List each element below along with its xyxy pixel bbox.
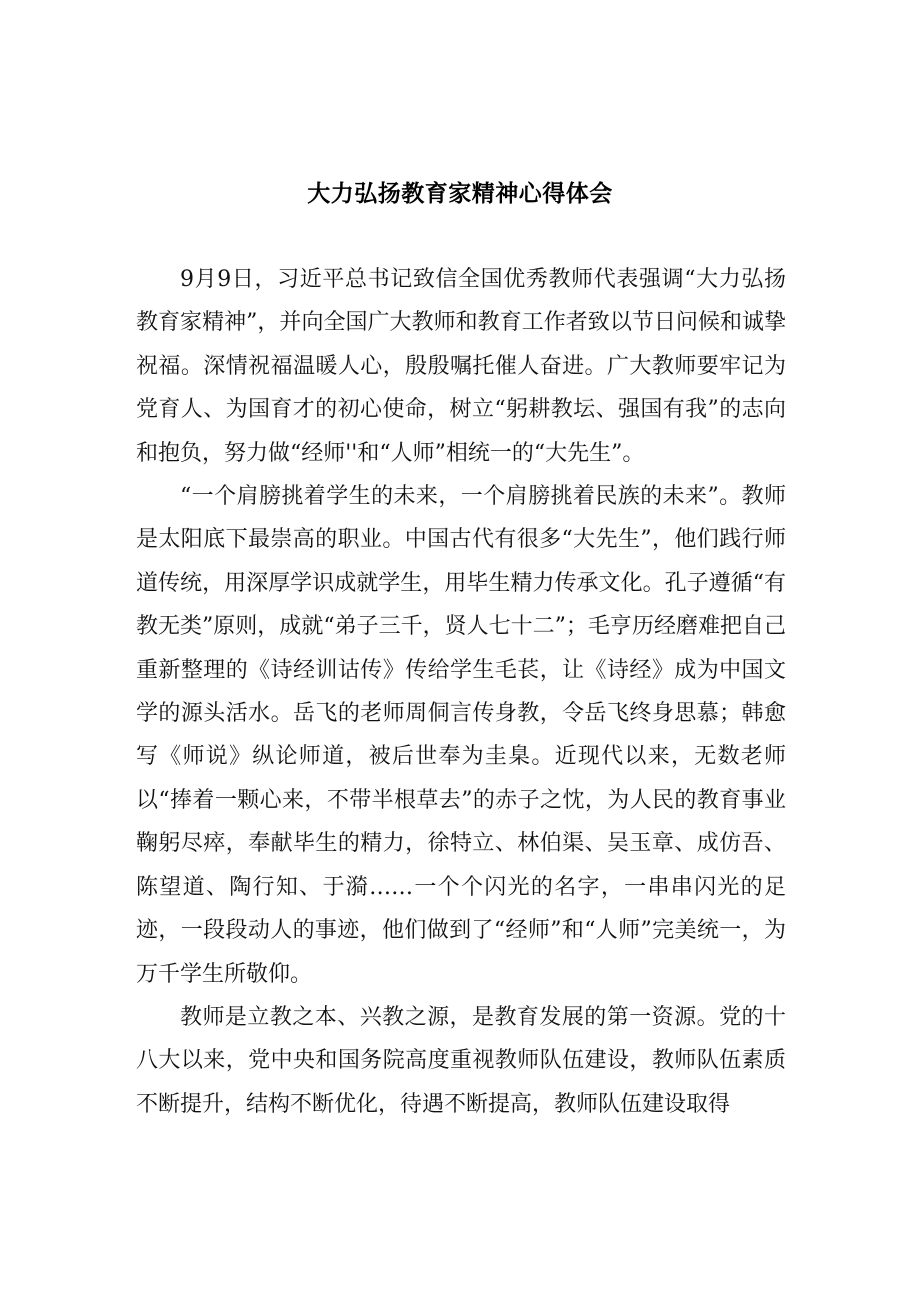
paragraph-2: “一个肩膀挑着学生的未来，一个肩膀挑着民族的未来”。教师是太阳底下最崇高的职业。中国古代有很多“大先生”，他们践行师道传统，用深厚学识成就学生，用毕生精力传承文化。孔子遵循“有教无类”原则，成就“弟子三千，贤人七十二”；毛亨历经磨难把自己重新整理的《诗经训诂传》传给学生毛苌，让《诗经》成为中国文学的源头活水。岳飞的老师周侗言传身教，令岳飞终身思慕；韩愈写《师说》纵论师道，被后世奉为圭臬。近现代以来，无数老师以“捧着一颗心来，不带半根草去”的赤子之忱，为人民的教育事业鞠躬尽瘁，奉献毕生的精力，徐特立、林伯渠、吴玉章、成仿吾、陈望道、陶行知、于漪……一个个闪光的名字，一串串闪光的足迹，一段段动人的事迹，他们做到了“经师”和“人师”完美统一，为万千学生所敬仰。 xyxy=(136,484,786,987)
paragraph-1: 9月9日，习近平总书记致信全国优秀教师代表强调“大力弘扬教育家精神”，并向全国广大教师和教育工作者致以节日问候和诚挚祝福。深情祝福温暖人心，殷殷嘱托催人奋进。广大教师要牢记为党育人、为国育才的初心使命，树立“躬耕教坛、强国有我”的志向和抱负，努力做“经师''和“人师”相统一的“大先生”。 xyxy=(136,267,786,466)
document-body xyxy=(136,258,786,1126)
document-title: 大力弘扬教育家精神心得体会 xyxy=(307,181,613,207)
paragraph-3: 教师是立教之本、兴教之源，是教育发展的第一资源。党的十八大以来，党中央和国务院高度重视教师队伍建设，教师队伍素质不断提升，结构不断优化，待遇不断提高，教师队伍建设取得 xyxy=(136,1004,786,1117)
